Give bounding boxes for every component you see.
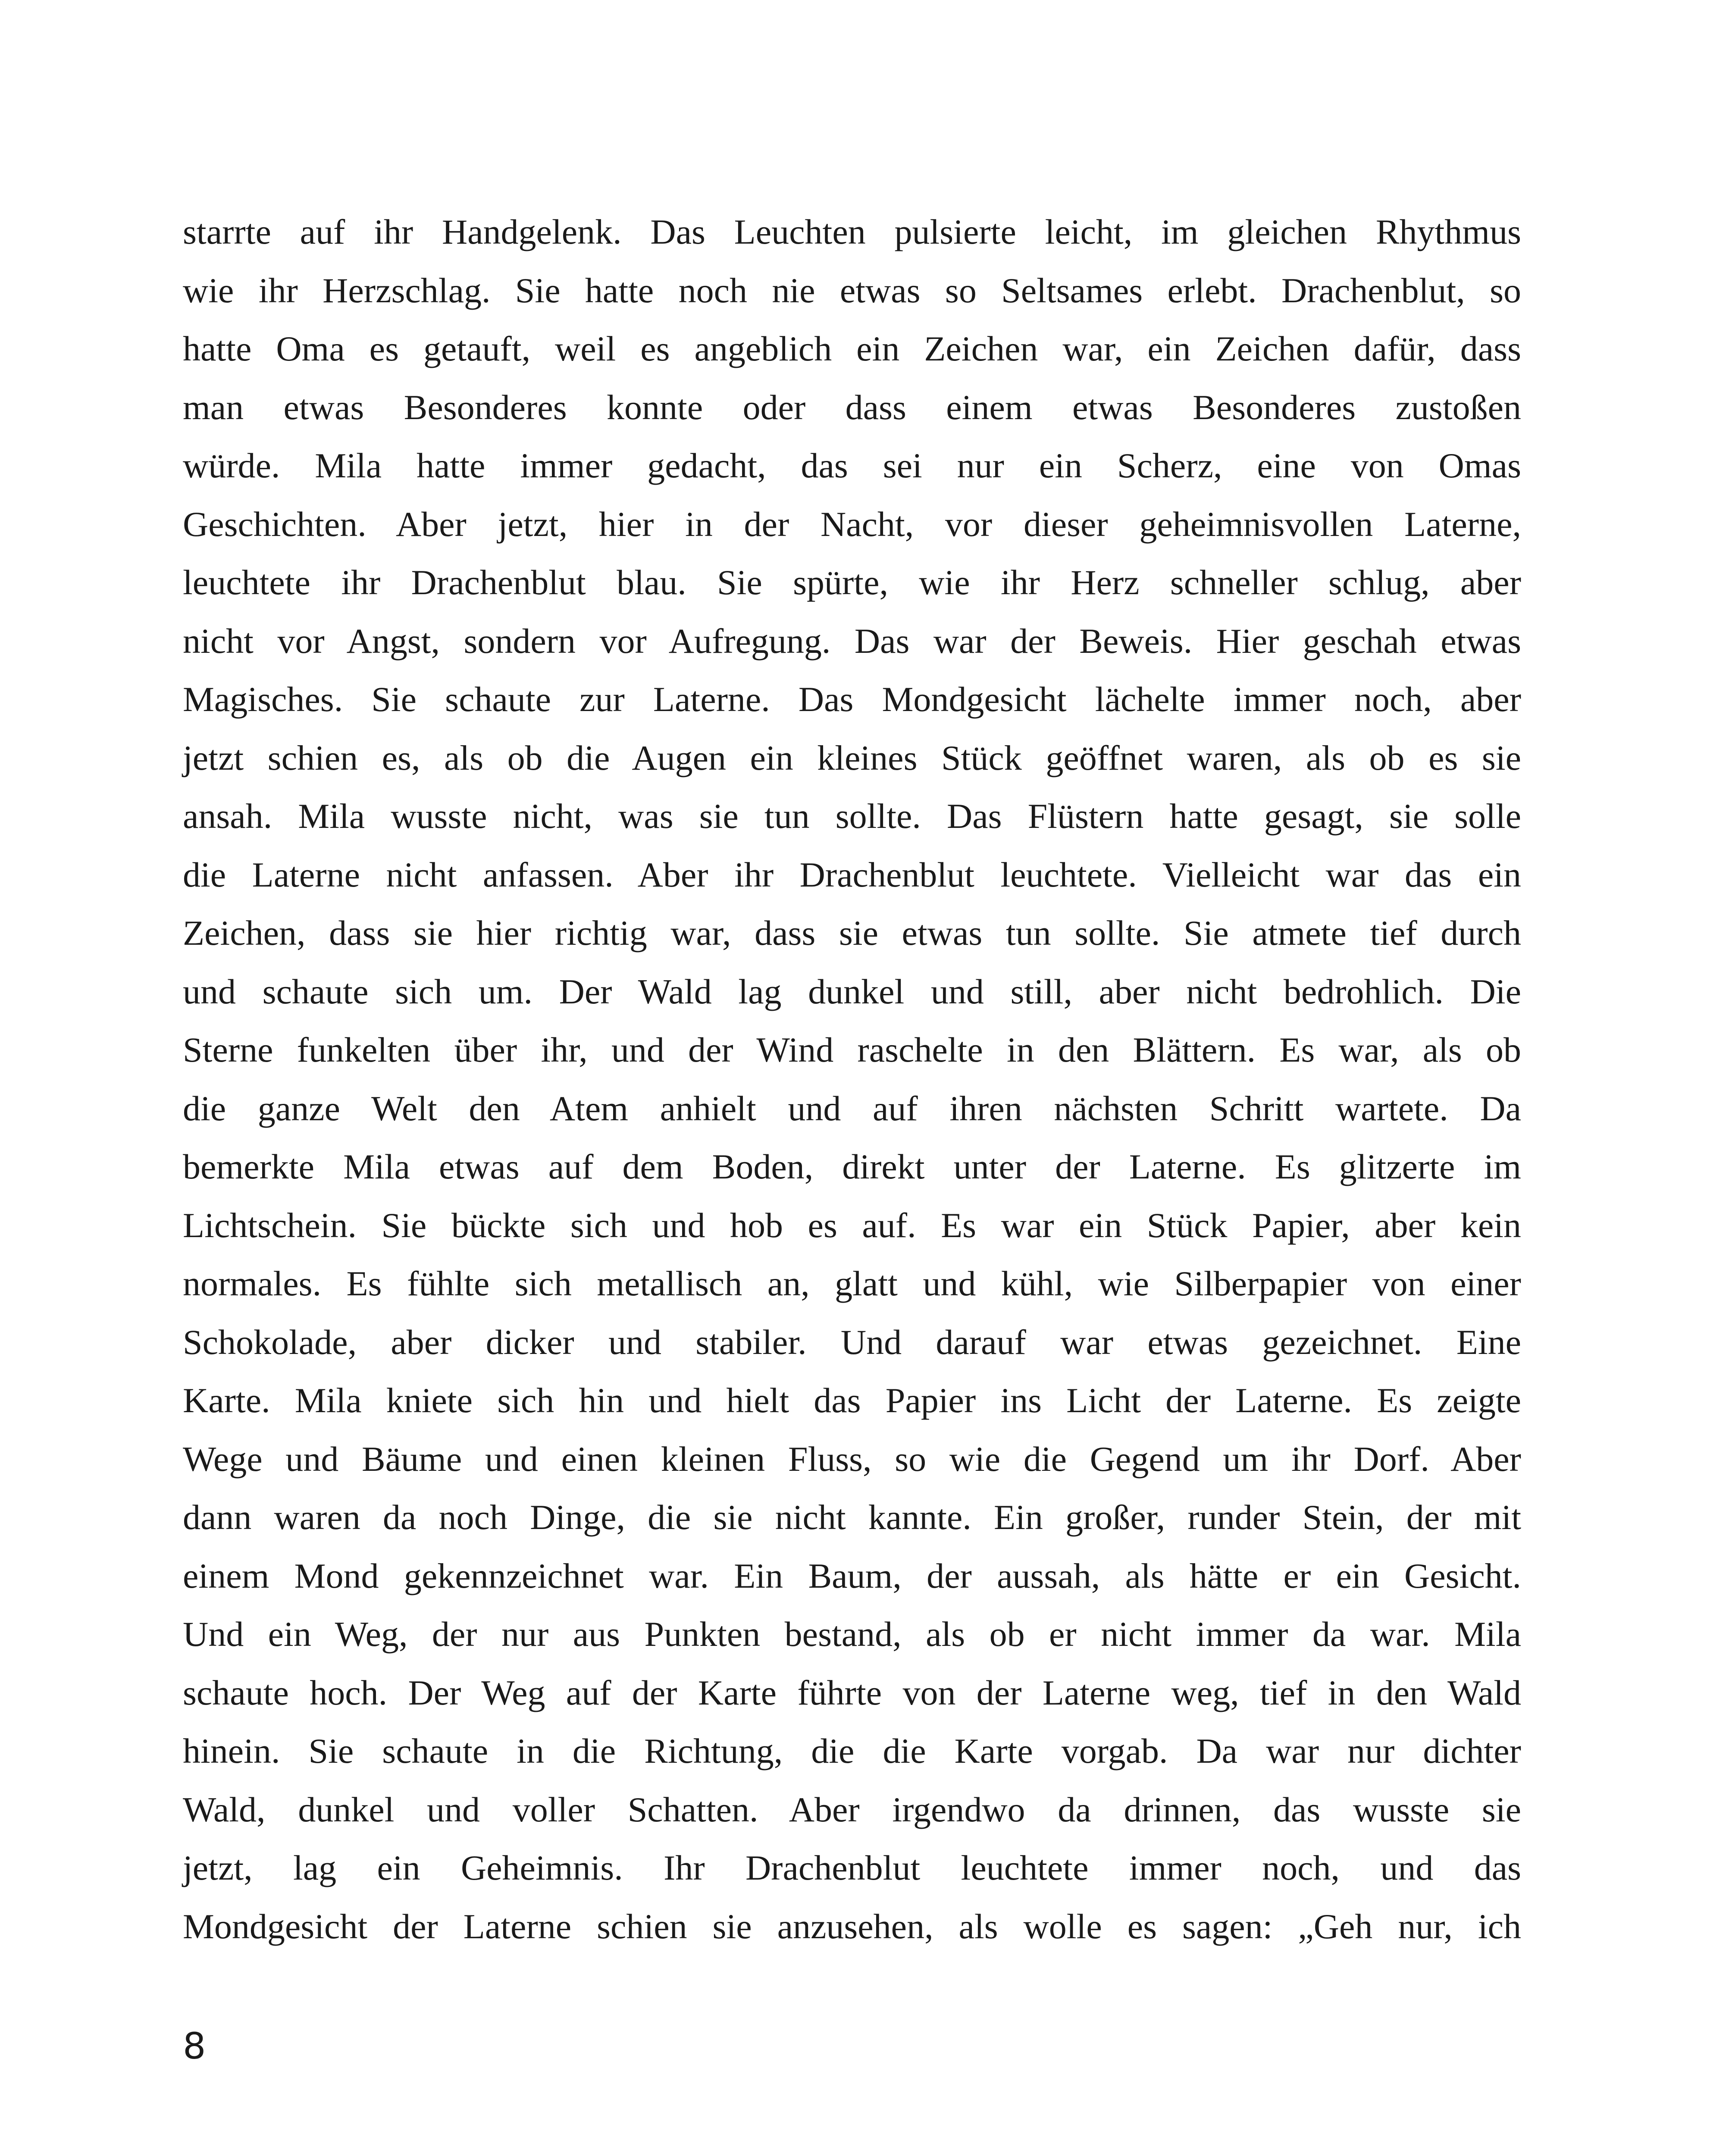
text-line: Und ein Weg, der nur aus Punkten bestand, als ob er nicht immer da war. Mila xyxy=(183,1614,1521,1654)
text-line: schaute hoch. Der Weg auf der Karte führte von der Laterne weg, tief in den Wald xyxy=(183,1673,1521,1712)
text-line: ansah. Mila wusste nicht, was sie tun sollte. Das Flüstern hatte gesagt, sie solle xyxy=(183,796,1521,836)
text-line: Schokolade, aber dicker und stabiler. Und darauf war etwas gezeichnet. Eine xyxy=(183,1322,1521,1362)
text-line: die Laterne nicht anfassen. Aber ihr Drachenblut leuchtete. Vielleicht war das ein xyxy=(183,855,1521,894)
text-line: Lichtschein. Sie bückte sich und hob es auf. Es war ein Stück Papier, aber kein xyxy=(183,1205,1521,1245)
text-line: würde. Mila hatte immer gedacht, das sei nur ein Scherz, eine von Omas xyxy=(183,446,1521,485)
text-line: normales. Es fühlte sich metallisch an, glatt und kühl, wie Silberpapier von einer xyxy=(183,1264,1521,1303)
text-line: bemerkte Mila etwas auf dem Boden, direkt unter der Laterne. Es glitzerte im xyxy=(183,1147,1521,1186)
text-line: starrte auf ihr Handgelenk. Das Leuchten pulsierte leicht, im gleichen Rhythmus xyxy=(183,212,1521,251)
text-line: Mondgesicht der Laterne schien sie anzusehen, als wolle es sagen: „Geh nur, ich xyxy=(183,1906,1521,1946)
text-line: man etwas Besonderes konnte oder dass einem etwas Besonderes zustoßen xyxy=(183,387,1521,427)
text-line: Zeichen, dass sie hier richtig war, dass sie etwas tun sollte. Sie atmete tief durch xyxy=(183,913,1521,953)
text-line: jetzt schien es, als ob die Augen ein kleines Stück geöffnet waren, als ob es sie xyxy=(183,738,1521,777)
text-line: und schaute sich um. Der Wald lag dunkel und still, aber nicht bedrohlich. Die xyxy=(183,971,1521,1011)
text-line: leuchtete ihr Drachenblut blau. Sie spürte, wie ihr Herz schneller schlug, aber xyxy=(183,563,1521,602)
text-line: dann waren da noch Dinge, die sie nicht kannte. Ein großer, runder Stein, der mit xyxy=(183,1498,1521,1537)
page-number: 8 xyxy=(183,2025,206,2067)
text-line: Sterne funkelten über ihr, und der Wind raschelte in den Blättern. Es war, als ob xyxy=(183,1030,1521,1069)
body-text xyxy=(183,203,1521,1955)
text-line: einem Mond gekennzeichnet war. Ein Baum, der aussah, als hätte er ein Gesicht. xyxy=(183,1556,1521,1595)
text-line: hatte Oma es getauft, weil es angeblich ein Zeichen war, ein Zeichen dafür, dass xyxy=(183,329,1521,368)
text-line: jetzt, lag ein Geheimnis. Ihr Drachenblut leuchtete immer noch, und das xyxy=(183,1848,1521,1887)
text-line: hinein. Sie schaute in die Richtung, die die Karte vorgab. Da war nur dichter xyxy=(183,1731,1521,1771)
text-line: Wege und Bäume und einen kleinen Fluss, so wie die Gegend um ihr Dorf. Aber xyxy=(183,1439,1521,1479)
text-line: nicht vor Angst, sondern vor Aufregung. Das war der Beweis. Hier geschah etwas xyxy=(183,621,1521,661)
text-line: die ganze Welt den Atem anhielt und auf ihren nächsten Schritt wartete. Da xyxy=(183,1088,1521,1128)
text-line: wie ihr Herzschlag. Sie hatte noch nie etwas so Seltsames erlebt. Drachenblut, so xyxy=(183,270,1521,310)
text-line: Geschichten. Aber jetzt, hier in der Nacht, vor dieser geheimnisvollen Laterne, xyxy=(183,504,1521,544)
text-line: Wald, dunkel und voller Schatten. Aber irgendwo da drinnen, das wusste sie xyxy=(183,1789,1521,1829)
text-line: Karte. Mila kniete sich hin und hielt das Papier ins Licht der Laterne. Es zeigte xyxy=(183,1381,1521,1420)
text-line: Magisches. Sie schaute zur Laterne. Das Mondgesicht lächelte immer noch, aber xyxy=(183,680,1521,719)
